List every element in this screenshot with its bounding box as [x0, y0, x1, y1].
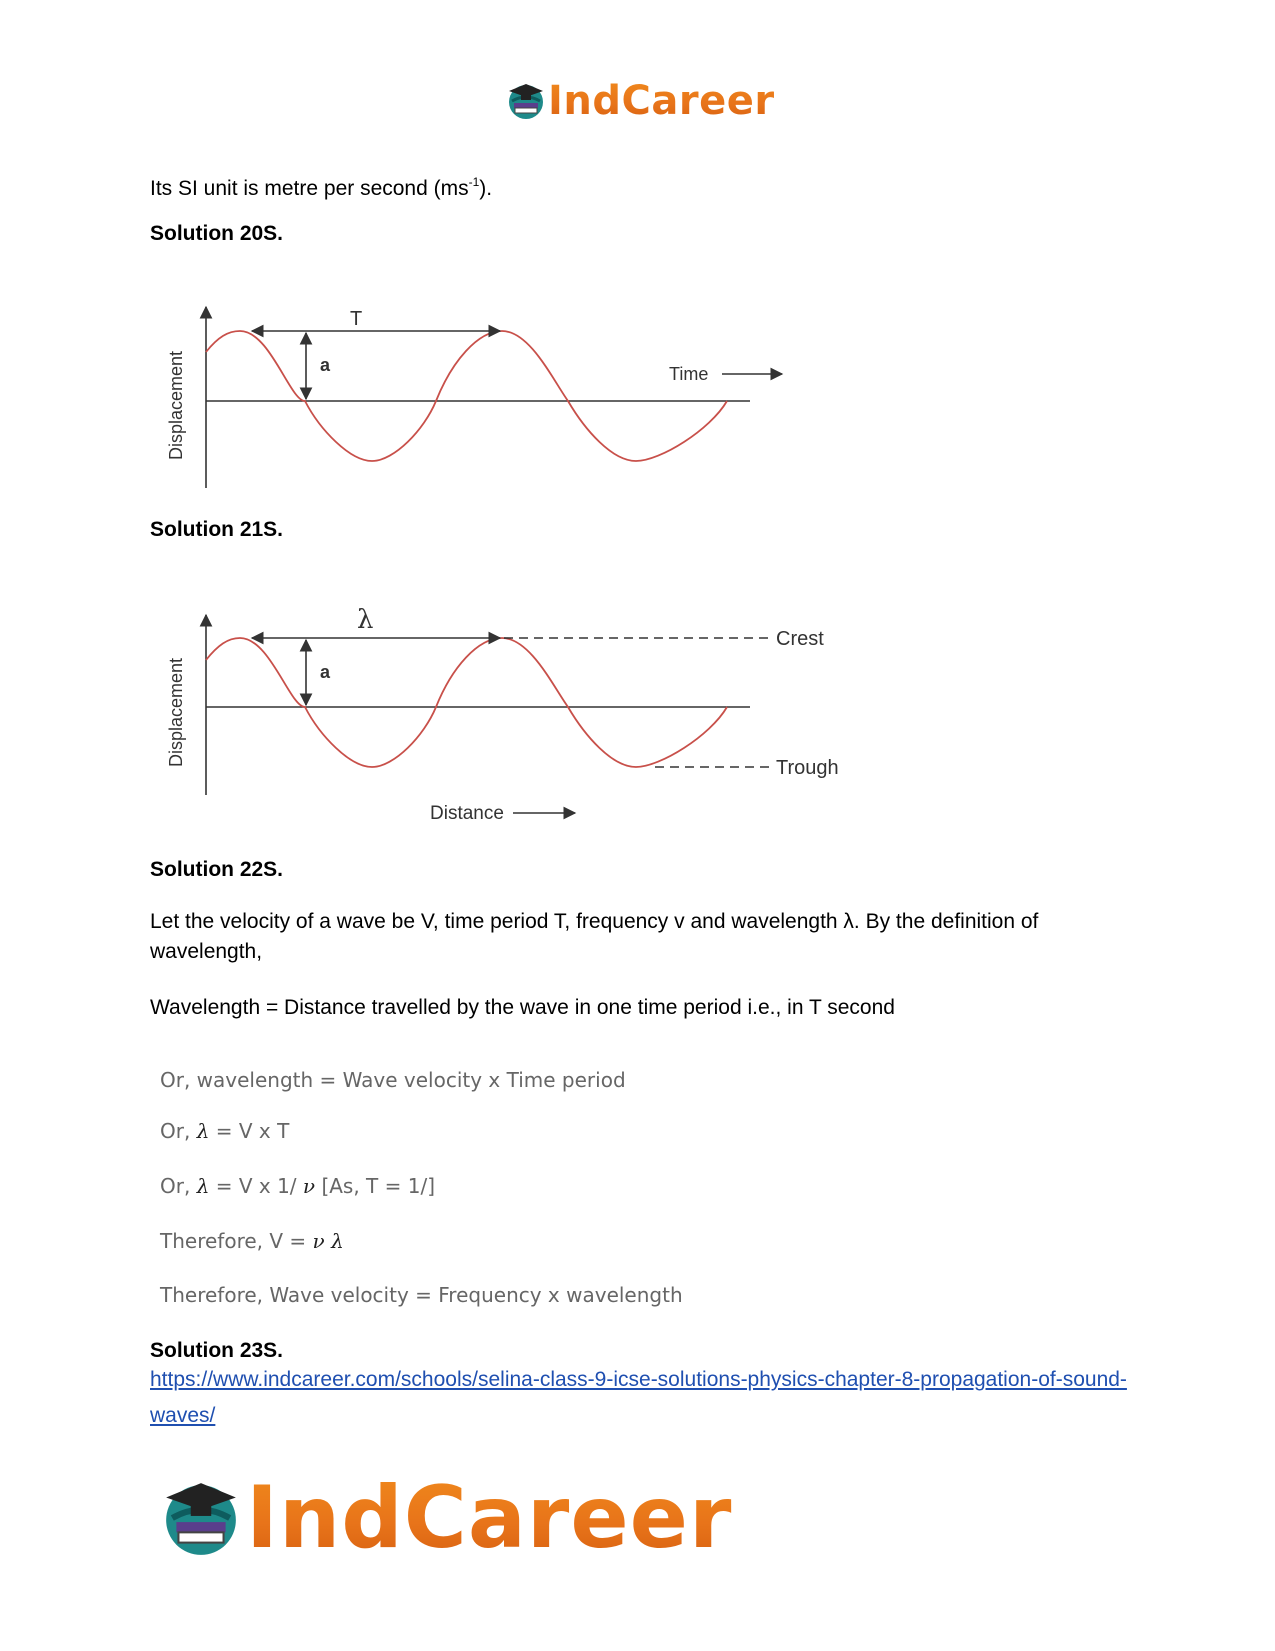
- si-unit-text: Its SI unit is metre per second (ms: [150, 177, 469, 200]
- step-line-5: Therefore, Wave velocity = Frequency x wavelength: [160, 1283, 683, 1307]
- step-2-rest: = V x T: [215, 1119, 290, 1143]
- period-label: T: [350, 308, 363, 330]
- logo-mark-icon: [160, 1477, 242, 1559]
- solution-22s-paragraph-1: Let the velocity of a wave be V, time period T, frequency v and wavelength λ. By the definition of wavelength,: [150, 910, 1039, 963]
- solution-23s-link[interactable]: https://www.indcareer.com/schools/selina-class-9-icse-solutions-physics-chapter-8-propagation-of-sound-waves/: [150, 1368, 1127, 1427]
- logo-text: IndCareer: [548, 78, 775, 124]
- displacement-axis-label: Displacement: [166, 350, 186, 460]
- step-4-prefix: Therefore, V =: [160, 1229, 307, 1253]
- wave-curve: [206, 331, 727, 461]
- step-line-3: [160, 1174, 435, 1198]
- si-unit-superscript: -1: [468, 175, 480, 189]
- amplitude-label: a: [320, 662, 331, 682]
- time-axis-label: Time: [669, 364, 709, 384]
- step-3-rest: [As, T = 1/]: [321, 1174, 436, 1198]
- step-2-prefix: Or,: [160, 1119, 191, 1143]
- step-3-mid: = V x 1/: [215, 1174, 297, 1198]
- footer-logo: [160, 1468, 732, 1568]
- solution-21s-heading: Solution 21S.: [150, 518, 284, 541]
- lambda-symbol: λ: [331, 1229, 344, 1253]
- header-logo: [506, 78, 775, 124]
- nu-symbol: ν: [302, 1174, 316, 1198]
- step-line-1: Or, wavelength = Wave velocity x Time period: [160, 1068, 626, 1092]
- distance-axis-label: Distance: [430, 803, 504, 824]
- solution-22s-paragraph-2: Wavelength = Distance travelled by the wave in one time period i.e., in T second: [150, 996, 895, 1019]
- trough-label: Trough: [776, 757, 839, 779]
- si-unit-suffix: ).: [479, 177, 493, 200]
- displacement-time-graph: [150, 290, 800, 490]
- logo-text: IndCareer: [246, 1468, 733, 1568]
- amplitude-label: a: [320, 355, 331, 375]
- solution-23s-heading: Solution 23S.: [150, 1339, 284, 1362]
- si-unit-sentence: [150, 167, 492, 204]
- crest-label: Crest: [776, 628, 824, 650]
- step-line-4: [160, 1229, 344, 1253]
- lambda-symbol: λ: [196, 1119, 210, 1143]
- wave-curve: [206, 638, 727, 767]
- step-line-2: [160, 1119, 289, 1143]
- displacement-axis-label: Displacement: [166, 657, 186, 767]
- displacement-distance-graph: [150, 595, 850, 835]
- nu-symbol: ν: [312, 1229, 325, 1253]
- lambda-symbol: λ: [196, 1174, 210, 1198]
- solution-20s-heading: Solution 20S.: [150, 222, 284, 245]
- wavelength-label: λ: [357, 605, 374, 635]
- solution-22s-heading: Solution 22S.: [150, 858, 284, 881]
- logo-mark-icon: [506, 81, 546, 121]
- step-3-prefix: Or,: [160, 1174, 191, 1198]
